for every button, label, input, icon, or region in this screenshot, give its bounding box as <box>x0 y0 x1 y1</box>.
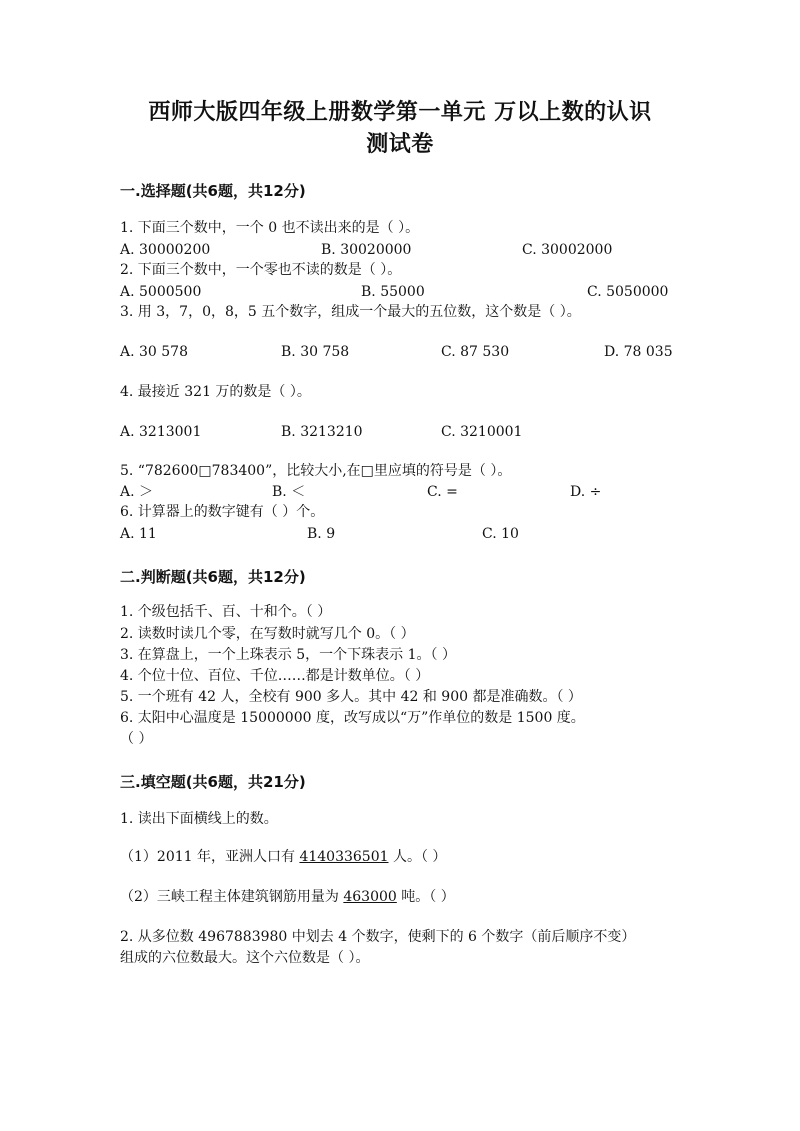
fill-q1-part2-suffix: 吨。（ ） <box>396 889 455 905</box>
choice-q2-option-c: C. 5050000 <box>587 284 669 300</box>
choice-q3-option-b: B. 30 758 <box>281 344 350 360</box>
choice-q2-option-a: A. 5000500 <box>120 284 202 300</box>
section-heading-judge: 二.判断题(共6题，共12分) <box>120 568 306 586</box>
judge-q5: 5. 一个班有 42 人，全校有 900 多人。其中 42 和 900 都是准确数。（ ） <box>120 689 582 705</box>
fill-q1-part2-number: 463000 <box>343 889 397 905</box>
choice-q5-option-a: A. ＞ <box>120 484 154 500</box>
choice-q5-option-b: B. ＜ <box>272 484 306 500</box>
page-title-line2: 测试卷 <box>366 132 434 157</box>
fill-q1-stem: 1. 读出下面横线上的数。 <box>120 811 278 827</box>
choice-q3-option-d: D. 78 035 <box>604 344 673 360</box>
choice-q6-option-a: A. 11 <box>120 526 157 542</box>
fill-q1-part2 <box>120 888 455 906</box>
page-title: 西师大版四年级上册数学第一单元 万以上数的认识 <box>148 100 652 125</box>
choice-q3-option-a: A. 30 578 <box>120 344 188 360</box>
choice-q4-option-a: A. 3213001 <box>120 424 202 440</box>
fill-q1-part1 <box>120 848 446 866</box>
choice-q4-option-c: C. 3210001 <box>441 424 523 440</box>
choice-q3-stem: 3. 用 3，7，0，8，5 五个数字，组成一个最大的五位数，这个数是（ ）。 <box>120 304 581 320</box>
judge-q6-answer-blank: （ ） <box>120 731 153 747</box>
choice-q1-option-a: A. 30000200 <box>120 242 211 258</box>
choice-q3-option-c: C. 87 530 <box>441 344 510 360</box>
section-heading-choice: 一.选择题(共6题，共12分) <box>120 182 306 200</box>
judge-q6: 6. 太阳中心温度是 15000000 度，改写成以“万”作单位的数是 1500 度。 <box>120 710 585 726</box>
choice-q4-option-b: B. 3213210 <box>281 424 363 440</box>
judge-q1: 1. 个级包括千、百、十和个。（ ） <box>120 604 332 620</box>
judge-q4: 4. 个位十位、百位、千位……都是计数单位。（ ） <box>120 668 430 684</box>
fill-q1-part1-prefix: （1）2011 年，亚洲人口有 <box>120 849 300 865</box>
fill-q1-part1-suffix: 人。（ ） <box>388 849 447 865</box>
choice-q1-option-b: B. 30020000 <box>321 242 412 258</box>
choice-q5-option-d: D. ÷ <box>570 484 602 500</box>
fill-q2-line1: 2. 从多位数 4967883980 中划去 4 个数字，使剩下的 6 个数字（前后顺序不变） <box>120 929 636 945</box>
fill-q2-line2: 组成的六位数最大。这个六位数是（ ）。 <box>120 950 370 966</box>
choice-q6-option-b: B. 9 <box>307 526 336 542</box>
choice-q4-stem: 4. 最接近 321 万的数是（ ）。 <box>120 384 311 400</box>
choice-q1-option-c: C. 30002000 <box>522 242 613 258</box>
choice-q5-stem: 5. “782600□783400”，比较大小,在□里应填的符号是（ ）。 <box>120 463 512 479</box>
fill-q1-part1-number: 4140336501 <box>299 849 389 865</box>
choice-q2-option-b: B. 55000 <box>361 284 425 300</box>
fill-q1-part2-prefix: （2）三峡工程主体建筑钢筋用量为 <box>120 889 344 905</box>
choice-q5-option-c: C. = <box>427 484 458 500</box>
judge-q3: 3. 在算盘上，一个上珠表示 5，一个下珠表示 1。（ ） <box>120 647 456 663</box>
choice-q6-option-c: C. 10 <box>482 526 519 542</box>
judge-q2: 2. 读数时读几个零，在写数时就写几个 0。（ ） <box>120 626 415 642</box>
choice-q2-stem: 2. 下面三个数中，一个零也不读的数是（ ）。 <box>120 262 402 278</box>
choice-q6-stem: 6. 计算器上的数字键有（ ）个。 <box>120 504 325 520</box>
section-heading-fill: 三.填空题(共6题，共21分) <box>120 773 306 791</box>
choice-q1-stem: 1. 下面三个数中，一个 0 也不读出来的是（ ）。 <box>120 220 420 236</box>
